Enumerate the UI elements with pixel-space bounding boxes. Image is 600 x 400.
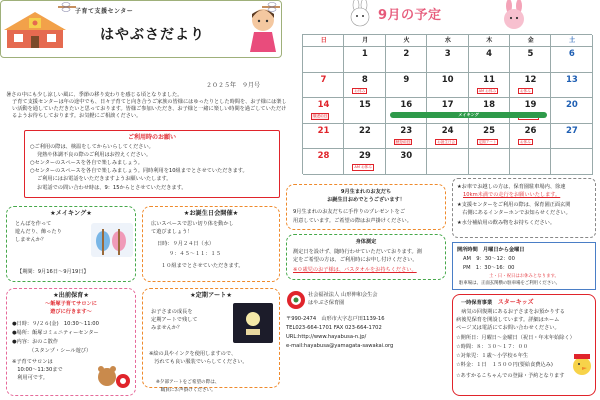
calendar-day-cell (303, 149, 344, 175)
calendar-day-cell (344, 149, 385, 175)
making-line-2: 遊んだり、飾ったり (15, 229, 62, 235)
calendar-weekday-cell (510, 35, 551, 47)
birthday-party-box (142, 206, 280, 282)
calendar-day-cell (344, 47, 385, 73)
calendar-day-cell (427, 73, 468, 99)
calendar-weekday-cell (386, 35, 427, 47)
newsletter-title: はやぶさだより (100, 27, 205, 43)
calendar-event-tag: AM お休み (354, 165, 372, 169)
outreach-box (6, 288, 136, 396)
temp-care-title-text: 一時保育事業 (461, 300, 493, 306)
calendar-weekday-cell (344, 35, 385, 47)
calendar-day-cell (386, 98, 427, 124)
org-mail[interactable]: e-mail:hayabusa@yamagata-sawakai.org (286, 343, 394, 349)
calendar-day-cell (469, 98, 510, 124)
outreach-place: ●場所：飯塚コミュニティーセンター (12, 330, 99, 336)
calendar-day-number: 20 (565, 100, 578, 110)
usage-title: ご利用時のお願い (127, 134, 176, 141)
usage-line-5: ご利用にはお電話をいただきますようお願いいたします。 (37, 176, 172, 182)
dragonfly-craft-photo (91, 223, 133, 257)
calendar-day-cell (303, 98, 344, 124)
calendar-day-number: 9 (403, 74, 410, 85)
art-note-2: 汚れても良い服装でいらしてください。 (149, 359, 248, 365)
art-note-1: ※絵の具やインクを使用しますので、 (149, 351, 237, 357)
center-name: 子育て支援センター (75, 8, 134, 15)
calendar-event-tag: 敬老の日 (313, 114, 328, 118)
hours-box (452, 242, 596, 290)
calendar-day-number: 18 (483, 100, 496, 110)
art-line-1: お子さまの成長を (151, 309, 193, 315)
calendar-event-tag: お誕生日会 (437, 139, 456, 144)
calendar-day-number: 10 (441, 74, 454, 85)
info-line-1-red: 10km未満での走行をお願いいたします。 (463, 192, 561, 198)
calendar-event-tag: お休み (520, 88, 531, 93)
org-name-1 (308, 292, 377, 299)
calendar-day-number: 4 (486, 49, 493, 59)
temp-care-title (461, 299, 534, 307)
calendar-day-number: 23 (400, 125, 413, 136)
calendar-weekday: 水 (444, 37, 451, 44)
temp-care-line-1: 病気の回復期にあるお子さまをお預かりする (456, 309, 565, 315)
calendar-day-cell (303, 73, 344, 99)
calendar-weekday-cell (551, 35, 592, 47)
calendar-day-number: 27 (565, 125, 578, 136)
calendar-day-cell (551, 47, 592, 73)
calendar-day-cell (551, 124, 592, 150)
calendar-day-number: 24 (441, 125, 454, 136)
usage-line-6: お電話での問い合わせ時は、9：15からとさせていただきます。 (37, 185, 187, 191)
calendar-day-number: 25 (483, 125, 496, 136)
calendar-day-cell (510, 73, 551, 99)
intro-line: 子育て支援センターは年の途中でも、日々子育てと向き合うご家族の皆様にはゆったりとした時間を、お子様には楽しい活動を通していただきたいと思っております。皆様ご参加いただき、お子様と一緒に楽しい時間を過ごしていただけるようお待ちしております。お気軽にご相談ください。 (12, 99, 287, 120)
calendar-day-cell (510, 47, 551, 73)
calendar-day-cell (469, 47, 510, 73)
calendar-weekday: 土 (569, 37, 576, 44)
outreach-bear-illustration (93, 359, 133, 396)
calendar-weekday: 木 (486, 37, 493, 44)
measure-line-1: 測定日を設けず、随時行わせていただいております。測 (293, 249, 422, 255)
temp-care-box (452, 294, 596, 396)
temp-care-line-3: ページ又は電話にてお問い合わせください。 (456, 325, 560, 331)
intro-line: 暑さの中にも少し涼しい風に、季節の移り変わりを感じる頃となりました。 (6, 92, 183, 98)
calendar-day-cell (469, 149, 510, 175)
temp-care-line-2: 病後児保育を開設しています。詳細はホーム (456, 317, 560, 323)
org-address: 〒990-2474 山形市大字志戸田1139-16 (286, 316, 385, 322)
calendar-rabbit-illustration (345, 0, 375, 31)
temp-care-hours: ☆開所日：月曜日〜金曜日（祝日・年末年始除く） (456, 335, 575, 341)
outreach-subtitle-2: 遊びに行きます〜 (50, 309, 92, 315)
calendar-event-tag: 秋分の日 (395, 139, 411, 144)
calendar-day-cell (386, 73, 427, 99)
calendar-weekday: 火 (403, 37, 410, 44)
hours-note-1: 土・日・祝日はお休みとなります。 (489, 274, 559, 279)
calendar-day-number: 19 (524, 100, 537, 110)
measure-box (286, 234, 446, 280)
calendar-weekday: 月 (362, 37, 369, 44)
art-line-3: みませんか？ (151, 325, 183, 331)
usage-line-3: ○センターのスペースを各自で楽しみましょう。 (30, 160, 143, 166)
art-box (142, 288, 280, 388)
calendar-day-cell (303, 47, 344, 73)
meiking-period-banner: メイキング (390, 112, 548, 118)
calendar-weekday: 日 (320, 37, 327, 44)
temp-care-target: ☆対象児：１歳〜小学校６年生 (456, 353, 529, 359)
info-box (452, 178, 596, 238)
calendar-day-cell (551, 149, 592, 175)
birthday-party-date: 日時：９月２４日（水） (157, 241, 215, 247)
calendar-bunny-illustration (494, 0, 534, 33)
calendar-day-cell (427, 124, 468, 150)
temp-care-chick-illustration (571, 353, 593, 380)
calendar-day-number: 3 (444, 49, 451, 59)
calendar-day-number: 16 (400, 100, 413, 110)
calendar-day-cell (344, 98, 385, 124)
calendar-day-number: 12 (524, 74, 537, 85)
calendar-day-number: 8 (361, 74, 368, 85)
intro-text (6, 92, 288, 120)
art-title: ★定期アート★ (190, 292, 232, 299)
outreach-content-sub: （スタンプ・シール遊び） (29, 348, 92, 354)
art-footer-2: 職員にお声掛けください。 (156, 388, 216, 393)
calendar-day-number: 26 (524, 125, 537, 136)
birthday-party-title: ★お誕生日会開催★ (183, 210, 239, 217)
issue-date: ２０２５年 ９月号 (206, 82, 261, 89)
calendar-grid (302, 34, 592, 174)
calendar-day-number: 6 (568, 49, 575, 59)
info-line-3: ★水分補給用の飲み物をお持ちください。 (457, 220, 556, 226)
hours-note-2: 駐車場は、正面玄関横の駐車場をご利用ください。 (459, 281, 560, 286)
calendar-day-cell (551, 73, 592, 99)
calendar-day-cell (344, 124, 385, 150)
calendar-day-cell (427, 98, 468, 124)
calendar-event-tag: 定期アート (478, 139, 497, 144)
calendar-event-tag: AM お休み (478, 88, 497, 93)
calendar-day-number: 7 (320, 74, 327, 85)
org-tel: TEL023-664-1701 FAX 023-664-1702 (286, 325, 382, 331)
measure-title: 身体測定 (355, 239, 377, 245)
calendar-event-tag: お休み (354, 88, 366, 93)
calendar-weekday-cell (427, 35, 468, 47)
calendar-day-number: 2 (403, 49, 410, 59)
calendar-title: 9月の予定 (378, 8, 442, 23)
september-birthday-title-1: 9月生まれのお友だち (340, 189, 392, 195)
calendar-day-cell (510, 149, 551, 175)
art-line-2: 定期アートで残して (151, 317, 198, 323)
dragonfly-illustration (58, 2, 76, 15)
calendar-weekday-cell (303, 35, 344, 47)
measure-line-2: 定をご希望の方は、ご利用時にお申し付けください。 (293, 257, 418, 263)
org-name-a: 社会福祉法人 (308, 292, 340, 298)
birthday-party-line-1: 広いスペースで思い切り体を動かし (151, 221, 234, 227)
temp-care-footer: ☆あすかるこちゃんでの登録・予約となります (456, 373, 565, 379)
calendar-weekday: 金 (527, 37, 534, 44)
making-title: ★メイキング★ (50, 210, 92, 217)
outreach-note-3: 利用可です。 (12, 375, 48, 381)
outreach-note-2: 10:00〜11:30まで (12, 367, 63, 373)
outreach-note-1: ※子育てサロンは (12, 359, 53, 365)
september-birthday-line-2: 用意しています。ご希望の際はお声掛けください。 (293, 218, 412, 224)
calendar-day-number: 14 (317, 100, 330, 110)
calendar-day-number: 29 (358, 151, 371, 161)
measure-note: ※０歳児のお子様は、バスタオルをお持ちください。 (293, 267, 417, 273)
usage-line-1: ○ご利用の際は、検温をしてからいらしてください。 (30, 144, 154, 150)
calendar-day-number: 30 (400, 151, 413, 161)
calendar-weekday-cell (469, 35, 510, 47)
calendar-day-cell (427, 149, 468, 175)
calendar-day-cell (386, 47, 427, 73)
september-birthday-box (286, 184, 446, 230)
usage-line-4: ○センターのスペースを各自で楽しみましょう。同時利用を10組までとさせていただきます。 (30, 168, 248, 174)
calendar-day-number: 28 (317, 151, 330, 161)
calendar-day-number: 17 (441, 100, 454, 110)
art-footer-1: ※夕部アートをご希望の際は、 (156, 380, 220, 385)
usage-line-2: 発熱や体調不良の際のご利用はお控えください。 (37, 152, 152, 158)
calendar-day-cell (427, 47, 468, 73)
calendar-day-number: 21 (317, 125, 330, 136)
temp-care-time: ☆時間：８：３０〜１７：００ (456, 344, 529, 350)
calendar-day-cell (344, 73, 385, 99)
header-banner (0, 0, 282, 58)
calendar-day-cell (469, 73, 510, 99)
hours-pm: PM 1：30〜16：00 (463, 265, 515, 271)
outreach-date: ●日時：９/２６(金) 10:30〜11:00 (12, 321, 99, 327)
calendar-day-cell (303, 124, 344, 150)
calendar-day-number: 11 (483, 74, 496, 85)
calendar-day-cell (386, 149, 427, 175)
making-period: 【期間：9月16日〜9月19日】 (17, 269, 89, 275)
calendar-day-number: 1 (361, 49, 368, 59)
calendar-day-cell (510, 98, 551, 124)
temp-care-fee: ☆料金：１日 １５００円(要給食費込み) (456, 362, 553, 368)
calendar-event-tag: お休み (520, 139, 531, 144)
birthday-party-note: １０組までとさせていただきます。 (161, 263, 244, 269)
org-url[interactable]: URL:http://www.hayabusa-n.jp/ (286, 334, 367, 340)
info-line-2: ★支援センターをご利用の際は、保育園正面玄関 (457, 202, 571, 208)
birthday-party-time: ９：４５〜１１：１５ (169, 251, 221, 257)
calendar-day-cell (510, 124, 551, 150)
making-line-3: しませんか？ (15, 237, 47, 243)
september-birthday-line-1: 9月生まれのお友だちに手作りのプレゼントをご (293, 209, 406, 215)
org-name-b: 山形伸和会生会 (341, 292, 378, 298)
calendar-day-cell (551, 98, 592, 124)
making-box (6, 206, 136, 282)
dragonfly-illustration-2 (262, 2, 280, 15)
org-name-3: はやぶさ保育園 (308, 300, 345, 306)
calendar-day-number: 5 (527, 49, 534, 59)
hours-title: 開所時間 月曜日から金曜日 (457, 247, 525, 253)
org-logo (286, 290, 306, 310)
outreach-subtitle-1: 〜飯塚子育てサロンに (45, 301, 97, 307)
making-line-1: とんぼを作って (15, 221, 52, 227)
calendar-day-cell (469, 124, 510, 150)
september-birthday-title-2: お誕生日おめでとうございます！ (327, 197, 405, 203)
art-sample-photo (233, 303, 273, 343)
hours-am: AM 9：30〜12：00 (463, 256, 515, 262)
outreach-title: ★出前保育★ (53, 292, 89, 299)
info-line-2b: 右側にあるインターホンでお知らせください。 (457, 210, 571, 216)
info-line-1: ★お車でお越しの方は、保育園駐車場内、徐速 (457, 184, 566, 190)
calendar-day-number: 15 (358, 100, 371, 110)
outreach-content: ●内容：おのこ散作 (12, 339, 59, 345)
calendar-day-cell (386, 124, 427, 150)
birthday-party-line-2: て遊びましょう！ (151, 229, 193, 235)
calendar-day-number: 22 (358, 125, 371, 136)
calendar-day-number: 13 (565, 74, 578, 85)
usage-box (24, 130, 280, 198)
temp-care-title-red: スターキッズ (497, 299, 534, 306)
